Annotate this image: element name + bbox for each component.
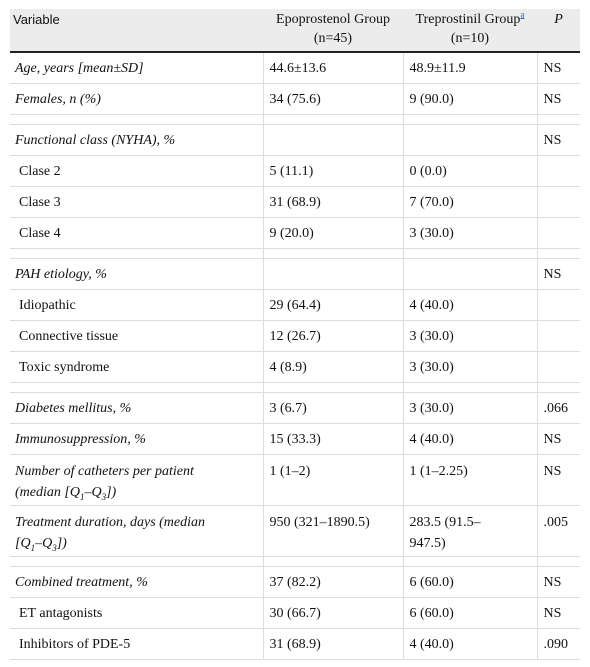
table-row — [10, 423, 580, 454]
label-line-2: (median [Q — [15, 484, 80, 500]
cell-p: NS — [537, 124, 580, 155]
row-label: Diabetes mellitus, % — [10, 392, 263, 423]
cell-epo: 9 (20.0) — [263, 217, 403, 248]
table-row — [10, 258, 580, 289]
cell-p: NS — [537, 566, 580, 597]
table-header — [10, 9, 580, 52]
table-row — [10, 155, 580, 186]
cell-epo: 5 (11.1) — [263, 155, 403, 186]
cell-p: NS — [537, 83, 580, 114]
cell-p: NS — [537, 423, 580, 454]
subscript-3: 3 — [52, 542, 57, 553]
cell-p: NS — [537, 597, 580, 628]
table-row — [10, 124, 580, 155]
header-epo-n: (n=45) — [313, 31, 353, 46]
cell-p: .066 — [537, 392, 580, 423]
header-epo-group: Epoprostenol Group — [276, 12, 390, 27]
cell-epo: 30 (66.7) — [263, 597, 403, 628]
cell-p: .005 — [537, 505, 580, 556]
cell-tre: 3 (30.0) — [403, 320, 537, 351]
cell-tre — [403, 505, 537, 556]
cell-p: NS — [537, 52, 580, 83]
cell-tre: 1 (1–2.25) — [403, 454, 537, 505]
row-label: Functional class (NYHA), % — [10, 124, 263, 155]
row-label: Toxic syndrome — [10, 351, 263, 382]
cell-epo: 34 (75.6) — [263, 83, 403, 114]
header-variable: Variable — [10, 9, 263, 52]
cell-epo: 37 (82.2) — [263, 566, 403, 597]
cell-p — [537, 217, 580, 248]
cell-tre — [403, 258, 537, 289]
label-dash: –Q — [84, 484, 102, 500]
header-row — [10, 9, 580, 52]
row-label: Inhibitors of PDE-5 — [10, 628, 263, 659]
cell-epo: 31 (68.9) — [263, 628, 403, 659]
label-close: ]) — [56, 535, 67, 551]
cell-tre-line-2: 947.5) — [409, 535, 446, 551]
row-label: Clase 4 — [10, 217, 263, 248]
label-dash: –Q — [35, 535, 53, 551]
cell-tre: 6 (60.0) — [403, 566, 537, 597]
cell-p — [537, 155, 580, 186]
table-row — [10, 289, 580, 320]
table-row — [10, 351, 580, 382]
cell-p — [537, 320, 580, 351]
cell-epo: 4 (8.9) — [263, 351, 403, 382]
cell-epo: 950 (321–1890.5) — [263, 505, 403, 556]
subscript-1: 1 — [30, 542, 36, 553]
label-line-2: [Q — [15, 535, 31, 551]
table-body — [10, 52, 580, 659]
table-row — [10, 186, 580, 217]
cell-epo: 31 (68.9) — [263, 186, 403, 217]
table-row — [10, 392, 580, 423]
header-tre-group: Treprostinil Group — [415, 12, 521, 27]
cell-epo: 29 (64.4) — [263, 289, 403, 320]
cell-tre: 9 (90.0) — [403, 83, 537, 114]
cell-tre: 3 (30.0) — [403, 392, 537, 423]
row-label: Females, n (%) — [10, 83, 263, 114]
table-row — [10, 83, 580, 114]
cell-p — [537, 186, 580, 217]
cell-tre: 3 (30.0) — [403, 351, 537, 382]
spacer-row — [10, 382, 580, 392]
row-label: Combined treatment, % — [10, 566, 263, 597]
label-line-1: Treatment duration, days (median — [15, 514, 206, 530]
table-row — [10, 505, 580, 556]
header-epoprostenol — [263, 9, 403, 52]
label-close: ]) — [106, 484, 117, 500]
row-label — [10, 505, 263, 556]
cell-tre: 3 (30.0) — [403, 217, 537, 248]
row-label: ET antagonists — [10, 597, 263, 628]
row-label: Clase 3 — [10, 186, 263, 217]
cell-epo — [263, 124, 403, 155]
cell-epo: 44.6±13.6 — [263, 52, 403, 83]
cell-tre: 4 (40.0) — [403, 289, 537, 320]
cell-p: .090 — [537, 628, 580, 659]
subscript-3: 3 — [101, 491, 107, 502]
spacer-row — [10, 556, 580, 566]
cell-p — [537, 289, 580, 320]
cell-tre: 4 (40.0) — [403, 628, 537, 659]
table-row — [10, 320, 580, 351]
row-label: Connective tissue — [10, 320, 263, 351]
spacer-row — [10, 248, 580, 258]
row-label: Clase 2 — [10, 155, 263, 186]
footnote-link-a[interactable]: a — [520, 9, 525, 20]
cell-p: NS — [537, 454, 580, 505]
header-p: P — [537, 9, 580, 52]
row-label: Age, years [mean±SD] — [10, 52, 263, 83]
row-label: PAH etiology, % — [10, 258, 263, 289]
cell-tre: 0 (0.0) — [403, 155, 537, 186]
cell-tre: 48.9±11.9 — [403, 52, 537, 83]
subscript-1: 1 — [79, 491, 85, 502]
cell-tre: 4 (40.0) — [403, 423, 537, 454]
cell-tre — [403, 124, 537, 155]
label-line-1: Number of catheters per patient — [15, 463, 194, 479]
row-label: Idiopathic — [10, 289, 263, 320]
row-label: Immunosuppression, % — [10, 423, 263, 454]
header-tre-n: (n=10) — [450, 31, 490, 46]
cell-epo: 1 (1–2) — [263, 454, 403, 505]
table-container — [10, 9, 580, 660]
header-treprostinil — [403, 9, 537, 52]
cell-epo: 12 (26.7) — [263, 320, 403, 351]
patient-characteristics-table — [10, 9, 580, 660]
table-row — [10, 454, 580, 505]
table-row — [10, 566, 580, 597]
cell-p — [537, 351, 580, 382]
row-label — [10, 454, 263, 505]
cell-epo: 3 (6.7) — [263, 392, 403, 423]
cell-p: NS — [537, 258, 580, 289]
table-row — [10, 217, 580, 248]
table-row — [10, 628, 580, 659]
cell-tre: 7 (70.0) — [403, 186, 537, 217]
cell-epo — [263, 258, 403, 289]
spacer-row — [10, 114, 580, 124]
cell-tre: 6 (60.0) — [403, 597, 537, 628]
cell-tre-line-1: 283.5 (91.5– — [409, 514, 481, 530]
cell-epo: 15 (33.3) — [263, 423, 403, 454]
table-row — [10, 52, 580, 83]
table-row — [10, 597, 580, 628]
